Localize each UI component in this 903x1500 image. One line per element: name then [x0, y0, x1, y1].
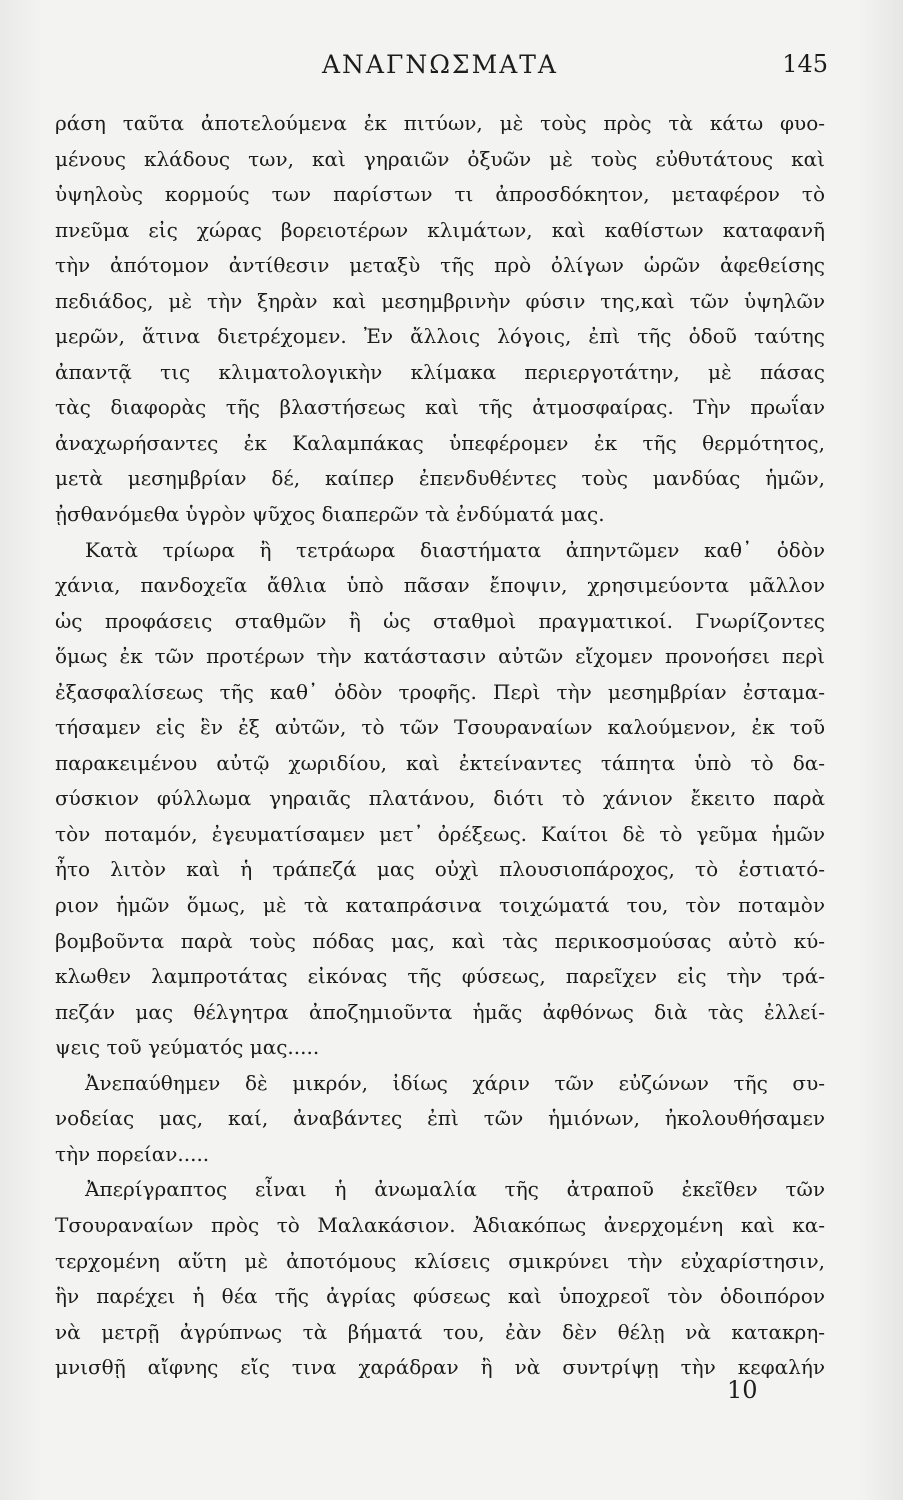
text-line: Ἀνεπαύθημεν δὲ μικρόν, ἰδίως χάριν τῶν εὐζώνων τῆς συ- — [85, 1070, 825, 1095]
text-line: τὴν ἀπότομον ἀντίθεσιν μεταξὺ τῆς πρὸ ὀλίγων ὡρῶν ἀφεθείσης — [55, 253, 825, 278]
text-line: μνισθῇ αἴφνης εἴς τινα χαράδραν ἢ νὰ συντρίψῃ τὴν κεφαλήν — [55, 1355, 825, 1380]
text-line: μετὰ μεσημβρίαν δέ, καίπερ ἐπενδυθέντες τοὺς μανδύας ἡμῶν, — [55, 466, 825, 491]
text-line: ἦτο λιτὸν καὶ ἡ τράπεζά μας οὐχὶ πλουσιοπάροχος, τὸ ἑστιατό- — [55, 857, 825, 882]
text-line: ὑψηλοὺς κορμούς των παρίστων τι ἀπροσδόκητον, μεταφέρον τὸ — [55, 182, 825, 207]
text-line: νοδείας μας, καί, ἀναβάντες ἐπὶ τῶν ἡμιόνων, ἠκολουθήσαμεν — [55, 1106, 825, 1131]
text-line: ὡς προφάσεις σταθμῶν ἢ ὡς σταθμοὶ πραγματικοί. Γνωρίζοντες — [55, 608, 825, 633]
text-line: τερχομένη αὕτη μὲ ἀποτόμους κλίσεις σμικρύνει τὴν εὐχαρίστησιν, — [55, 1248, 825, 1273]
text-line: πεδιάδος, μὲ τὴν ξηρὰν καὶ μεσημβρινὴν φύσιν της,καὶ τῶν ὑψηλῶν — [55, 288, 825, 313]
text-line: ἀναχωρήσαντες ἐκ Καλαμπάκας ὑπεφέρομεν ἐκ τῆς θερμότητος, — [55, 430, 825, 455]
text-line: ἀπαντᾷ τις κλιματολογικὴν κλίμακα περιεργοτάτην, μὲ πάσας — [55, 359, 825, 384]
text-line: ᾐσθανόμεθα ὑγρὸν ψῦχος διαπερῶν τὰ ἐνδύματά μας. — [55, 502, 605, 527]
text-line: τήσαμεν εἰς ἓν ἐξ αὐτῶν, τὸ τῶν Τσουραναίων καλούμενον, ἐκ τοῦ — [55, 715, 825, 740]
signature-mark: 10 — [727, 1376, 758, 1404]
text-line: ἐξασφαλίσεως τῆς καθ᾽ ὁδὸν τροφῆς. Περὶ τὴν μεσημβρίαν ἐσταμα- — [55, 679, 825, 704]
running-head — [60, 50, 828, 90]
text-line: Κατὰ τρίωρα ἢ τετράωρα διαστήματα ἀπηντῶμεν καθ᾽ ὁδὸν — [85, 537, 825, 562]
text-line: τὰς διαφορὰς τῆς βλαστήσεως καὶ τῆς ἀτμοσφαίρας. Τὴν πρωΐαν — [55, 395, 825, 420]
text-line: Τσουραναίων πρὸς τὸ Μαλακάσιον. Ἀδιακόπως ἀνερχομένη καὶ κα- — [55, 1212, 825, 1237]
text-line: παρακειμένου αὐτῷ χωριδίου, καὶ ἐκτείναντες τάπητα ὑπὸ τὸ δα- — [55, 750, 825, 775]
text-line: σύσκιον φύλλωμα γηραιᾶς πλατάνου, διότι τὸ χάνιον ἔκειτο παρὰ — [55, 786, 825, 811]
page-number: 145 — [782, 50, 828, 78]
text-line: πνεῦμα εἰς χώρας βορειοτέρων κλιμάτων, καὶ καθίστων καταφανῆ — [55, 217, 825, 242]
text-line: μένους κλάδους των, καὶ γηραιῶν ὀξυῶν μὲ τοὺς εὐθυτάτους καὶ — [55, 146, 825, 171]
text-line: κλωθεν λαμπροτάτας εἰκόνας τῆς φύσεως, παρεῖχεν εἰς τὴν τρά- — [55, 964, 825, 989]
running-title: ΑΝΑΓΝΩΣΜΑΤΑ — [322, 50, 558, 79]
text-line: μερῶν, ἅτινα διετρέχομεν. Ἐν ἄλλοις λόγοις, ἐπὶ τῆς ὁδοῦ ταύτης — [55, 324, 825, 349]
text-line: πεζάν μας θέλγητρα ἀποζημιοῦντα ἡμᾶς ἀφθόνως διὰ τὰς ἐλλεί- — [55, 999, 825, 1024]
text-line: τὸν ποταμόν, ἐγευματίσαμεν μετ᾽ ὀρέξεως. Καίτοι δὲ τὸ γεῦμα ἡμῶν — [55, 821, 825, 846]
text-line: χάνια, πανδοχεῖα ἄθλια ὑπὸ πᾶσαν ἔποψιν, χρησιμεύοντα μᾶλλον — [55, 573, 825, 598]
text-line: νὰ μετρῇ ἀγρύπνως τὰ βήματά του, ἐὰν δὲν θέλῃ νὰ κατακρη- — [55, 1319, 825, 1344]
text-line: Ἀπερίγραπτος εἶναι ἡ ἀνωμαλία τῆς ἀτραποῦ ἐκεῖθεν τῶν — [85, 1177, 825, 1202]
body-text — [55, 106, 825, 1386]
text-line: τὴν πορείαν..... — [55, 1141, 210, 1166]
text-line: ὅμως ἐκ τῶν προτέρων τὴν κατάστασιν αὐτῶν εἴχομεν προνοήσει περὶ — [55, 644, 825, 669]
text-line: ἣν παρέχει ἡ θέα τῆς ἀγρίας φύσεως καὶ ὑποχρεοῖ τὸν ὁδοιπόρον — [55, 1284, 825, 1309]
text-line: βομβοῦντα παρὰ τοὺς πόδας μας, καὶ τὰς περικοσμούσας αὐτὸ κύ- — [55, 928, 825, 953]
text-line: ράση ταῦτα ἀποτελούμενα ἐκ πιτύων, μὲ τοὺς πρὸς τὰ κάτω φυο- — [55, 111, 825, 135]
text-line: ψεις τοῦ γεύματός μας..... — [55, 1035, 320, 1060]
text-line: ριον ἡμῶν ὅμως, μὲ τὰ καταπράσινα τοιχώματά του, τὸν ποταμὸν — [55, 893, 825, 918]
